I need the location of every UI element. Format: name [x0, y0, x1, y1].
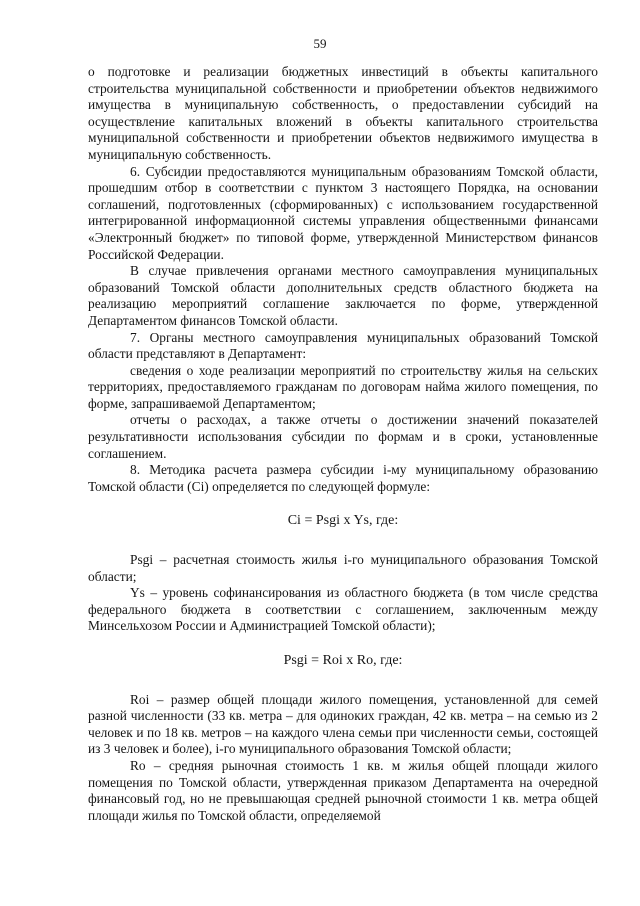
paragraph-reports: отчеты о расходах, а также отчеты о достижении значений показателей результативности использования субсидии по формам и в сроки, установленные соглашением.: [88, 412, 598, 461]
paragraph-housing-info: сведения о ходе реализации мероприятий по строительству жилья на сельских территориях, предоставляемого гражданам по договорам найма жилого помещения, по форме, запрашиваемой Департаментом;: [88, 362, 598, 411]
definition-ro: Ro – средняя рыночная стоимость 1 кв. м жилья общей площади жилого помещения по Томской области, утвержденная приказом Департамента на очередной финансовый год, но не превышающая средней рыночной стоимости 1 кв. метра общей площади жилья по Томской области, определяемой: [88, 757, 598, 823]
definition-roi: Roi – размер общей площади жилого помещения, установленной для семей разной численности (33 кв. метра – для одиноких граждан, 42 кв. метра – на семью из 2 человек и по 18 кв. метров – на каждого члена семьи при численности семьи, состоящей из 3 человек и более), i-го муниципального образования Томской области;: [88, 691, 598, 757]
paragraph-bullet-continuation: о подготовке и реализации бюджетных инвестиций в объекты капитального строительства муниципальной собственности и приобретении объектов недвижимого имущества в муниципальную собственность, о предоставлении субсидий на осуществление капитальных вложений в объекты капитального строительства муниципальной собственности и приобретении объектов недвижимого имущества в муниципальную собственность.: [88, 64, 598, 162]
definition-psgi: Psgi – расчетная стоимость жилья i-го муниципального образования Томской области;: [88, 552, 598, 584]
page-number: 59: [313, 36, 327, 51]
paragraph-item-8: 8. Методика расчета размера субсидии i-му муниципальному образованию Томской области (Ci) определяется по следующей формуле:: [88, 462, 598, 494]
definition-ys: Ys – уровень софинансирования из областного бюджета (в том числе средства федерального бюджета в соответствии с соглашением, заключенным между Минсельхозом России и Администрацией Томской области);: [88, 585, 598, 634]
formula-housing-cost: Psgi = Roi x Ro, где:: [283, 653, 403, 668]
paragraph-item-6: 6. Субсидии предоставляются муниципальным образованиям Томской области, прошедшим отбор в соответствии с пунктом 3 настоящего Порядка, на основании соглашений, подготовленных (сформированных) с использованием государственной интегрированной информационной системы управления общественными финансами «Электронный бюджет» по типовой форме, утвержденной Министерством финансов Российской Федерации.: [88, 163, 598, 262]
paragraph-additional-funds: В случае привлечения органами местного самоуправления муниципальных образований Томской области дополнительных средств областного бюджета на реализацию мероприятий соглашение заключается по форме, утвержденной Департаментом финансов Томской области.: [88, 263, 598, 328]
formula-subsidy: Ci = Psgi x Ys, где:: [287, 513, 399, 529]
paragraph-item-7: 7. Органы местного самоуправления муниципальных образований Томской области представляют в Департамент:: [88, 329, 598, 362]
document-body: [88, 64, 598, 824]
